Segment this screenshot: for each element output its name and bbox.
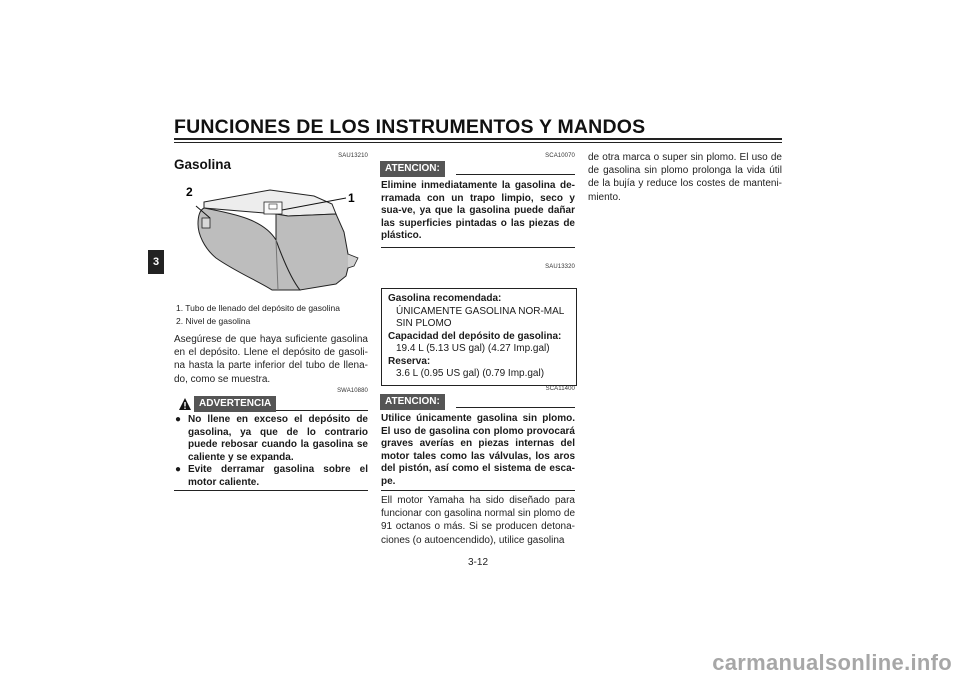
chapter-number: 3: [152, 256, 160, 268]
warning-item-text: No llene en exceso el depósito de gasolina, ya que de lo contrario puede rebosar cuando la gasolina se caliente y se expanda.: [188, 414, 368, 463]
caution-bottom-rule-1: [381, 247, 575, 248]
warning-item: ● Evite derramar gasolina sobre el motor caliente.: [175, 464, 368, 488]
warning-code: SWA10880: [337, 388, 368, 394]
warning-bottom-rule: [174, 490, 368, 491]
spec-recommended-value: ÚNICAMENTE GASOLINA NOR-MAL SIN PLOMO: [396, 305, 564, 329]
figure-caption-1: 1. Tubo de llenado del depósito de gasolina: [176, 303, 340, 313]
body-paragraph-continued: de otra marca o super sin plomo. El uso de de gasolina sin plomo prolonga la vida útil de la bujía y reduce los costes de manteni-miento.: [588, 152, 782, 203]
chapter-tab: [148, 250, 164, 274]
caution-text-1: Elimine inmediatamente la gasolina de-rramada con un trapo limpio, seco y sua-ve, ya que la gasolina puede dañar las superficies pintadas o las piezas de plástico.: [381, 180, 575, 242]
warning-list: [174, 414, 368, 490]
spec-reserve-value: 3.6 L (0.95 US gal) (0.79 Imp.gal): [396, 368, 545, 379]
caution-label-2: ATENCION:: [380, 394, 445, 410]
spec-code: SAU13320: [545, 264, 575, 270]
warning-top-rule: [276, 410, 368, 411]
watermark: carmanualsonline.info: [712, 650, 952, 675]
callout-1: 1: [348, 191, 355, 205]
section-code: SAU13210: [338, 153, 368, 159]
fuel-tank-illustration: [176, 180, 366, 296]
page-number: 3-12: [468, 557, 489, 568]
body-paragraph-fuel: Asegúrese de que haya suficiente gasolina en el depósito. Llene el depósito de gasoli-na hasta la parte inferior del tubo de llena-do, como se muestra.: [174, 334, 368, 385]
caution-bottom-rule-2: [381, 490, 575, 491]
fuel-tank-figure: [176, 180, 366, 296]
section-title: Gasolina: [174, 157, 232, 172]
callout-2: 2: [186, 185, 193, 199]
header-rule-thick: [174, 138, 782, 140]
warning-item: ● No llene en exceso el depósito de gasolina, ya que de lo contrario puede rebosar cuando la gasolina se caliente y se expanda.: [175, 414, 368, 463]
spec-capacity-value: 19.4 L (5.13 US gal) (4.27 Imp.gal): [396, 343, 550, 354]
caution-code-1: SCA10070: [545, 153, 575, 159]
body-paragraph-engine: Ell motor Yamaha ha sido diseñado para funcionar con gasolina normal sin plomo de 91 octanos o más. Si se producen detona-ciones (o autoencendido), utilice gasolina: [381, 495, 575, 546]
caution-top-rule-1: [456, 174, 575, 175]
figure-caption-2: 2. Nivel de gasolina: [176, 316, 251, 326]
warning-triangle-icon: [178, 397, 192, 411]
spec-recommended-label: Gasolina recomendada:: [388, 293, 502, 304]
spec-reserve-label: Reserva:: [388, 355, 431, 367]
caution-label-1: ATENCION:: [380, 161, 445, 177]
warning-label: ADVERTENCIA: [194, 396, 276, 412]
page-header-title: FUNCIONES DE LOS INSTRUMENTOS Y MANDOS: [174, 116, 646, 138]
caution-code-2: SCA11400: [545, 386, 575, 392]
header-rule-thin: [174, 142, 782, 143]
fuel-spec-box: [381, 288, 577, 386]
spec-capacity-label: Capacidad del depósito de gasolina:: [388, 330, 562, 342]
caution-text-2: Utilice únicamente gasolina sin plomo. El uso de gasolina con plomo provocará graves averías en piezas internas del motor tales como las válvulas, los aros del pistón, así como el sistema de esca-pe.: [381, 413, 575, 487]
warning-item-text: Evite derramar gasolina sobre el motor caliente.: [188, 464, 368, 488]
caution-top-rule-2: [456, 407, 575, 408]
